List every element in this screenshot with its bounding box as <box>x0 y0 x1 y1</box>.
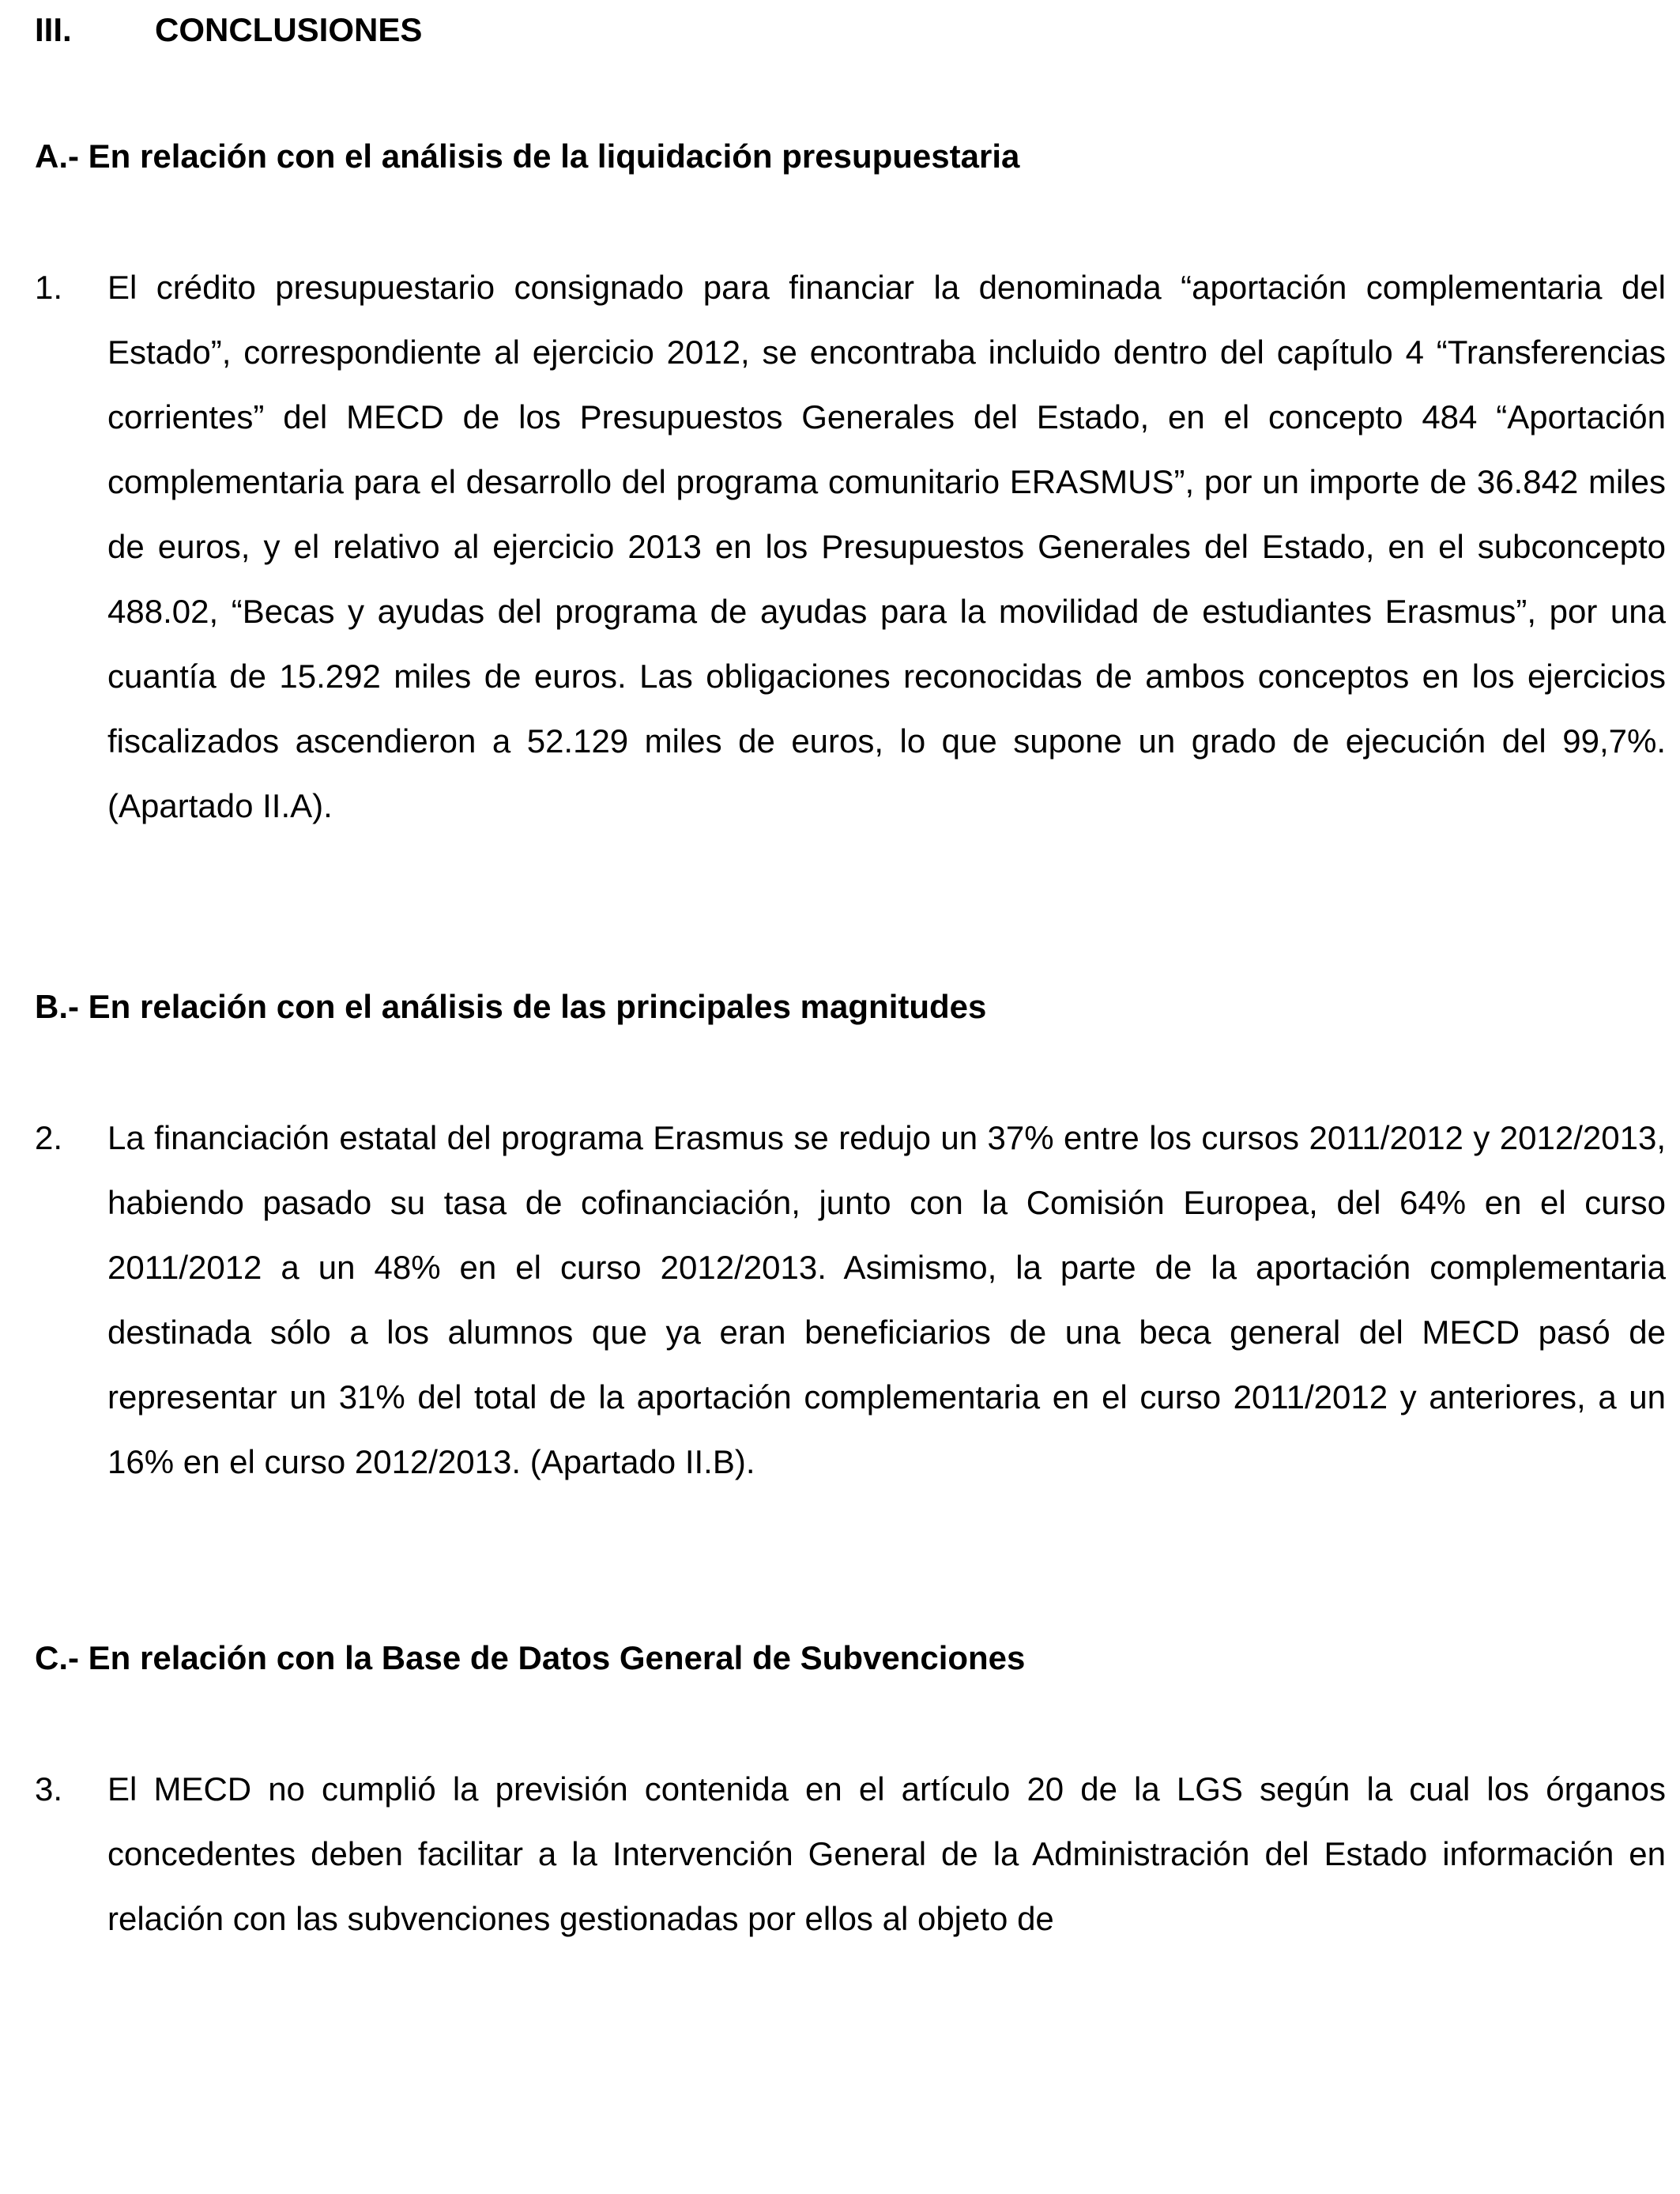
item-number: 3. <box>35 1770 63 1808</box>
item-text: El MECD no cumplió la previsión contenida en el artículo 20 de la LGS según la cual los órganos concedentes deben facilitar a la Intervención General de la Administración del Estado información en relación con las subvenciones gestionadas por ellos al objeto de <box>107 1770 1666 1937</box>
item-text: El crédito presupuestario consignado para financiar la denominada “aportación complementaria del Estado”, correspondiente al ejercicio 2012, se encontraba incluido dentro del capítulo 4 “Transferencias corrientes” del MECD de los Presupuestos Generales del Estado, en el concepto 484 “Aportación complementaria para el desarrollo del programa comunitario ERASMUS”, por un importe de 36.842 miles de euros, y el relativo al ejercicio 2013 en los Presupuestos Generales del Estado, en el subconcepto 488.02, “Becas y ayudas del programa de ayudas para la movilidad de estudiantes Erasmus”, por una cuantía de 15.292 miles de euros. Las obligaciones reconocidas de ambos conceptos en los ejercicios fiscalizados ascendieron a 52.129 miles de euros, lo que supone un grado de ejecución del 99,7%. (Apartado II.A). <box>107 269 1666 824</box>
section-heading-c: C.- En relación con la Base de Datos General de Subvenciones <box>35 1639 1026 1676</box>
item-number: 1. <box>35 269 63 306</box>
chapter-number: III. <box>35 11 72 48</box>
section-heading-b: B.- En relación con el análisis de las principales magnitudes <box>35 988 987 1025</box>
item-text: La financiación estatal del programa Erasmus se redujo un 37% entre los cursos 2011/2012 y 2012/2013, habiendo pasado su tasa de cofinanciación, junto con la Comisión Europea, del 64% en el curso 2011/2012 a un 48% en el curso 2012/2013. Asimismo, la parte de la aportación complementaria destinada sólo a los alumnos que ya eran beneficiarios de una beca general del MECD pasó de representar un 31% del total de la aportación complementaria en el curso 2011/2012 y anteriores, a un 16% en el curso 2012/2013. (Apartado II.B). <box>107 1119 1666 1480</box>
chapter-title <box>35 6 422 54</box>
section-heading-a: A.- En relación con el análisis de la liquidación presupuestaria <box>35 138 1020 175</box>
chapter-name: CONCLUSIONES <box>155 11 423 48</box>
item-number: 2. <box>35 1119 63 1156</box>
